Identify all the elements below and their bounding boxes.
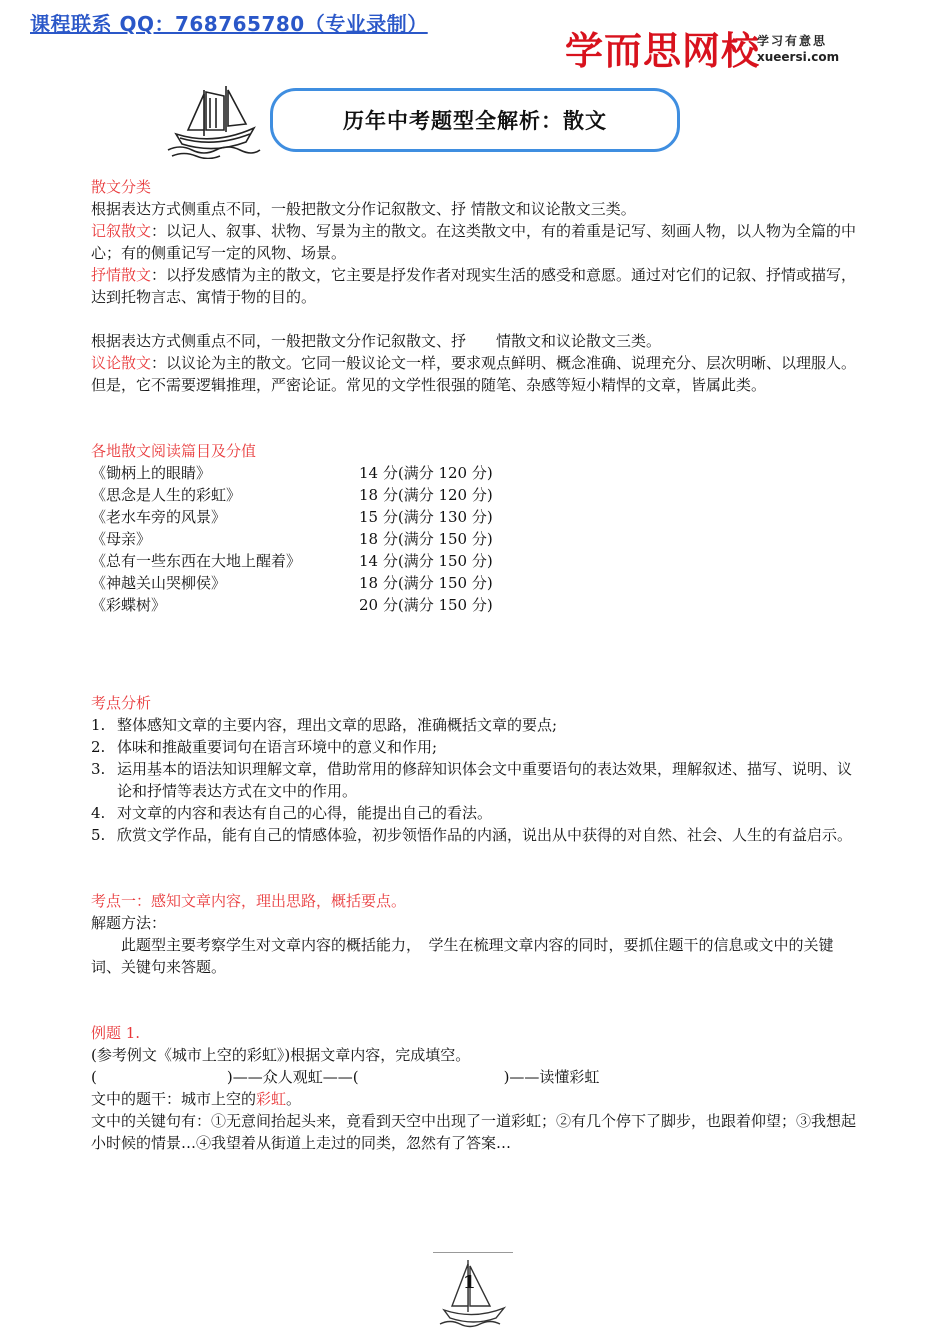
paragraph-lyric	[91, 264, 861, 308]
point-number: 3.	[91, 760, 106, 778]
reading-title: 《思念是人生的彩虹》	[91, 486, 242, 504]
point-text: 整体感知文章的主要内容，理出文章的思路，准确概括文章的要点;	[117, 716, 558, 734]
analysis-list	[91, 714, 861, 846]
label-argument: 议论散文	[91, 354, 152, 372]
reading-score: 14 分(满分 150 分)	[359, 552, 493, 570]
reading-score: 15 分(满分 130 分)	[359, 508, 493, 526]
text-argument: ：以议论为主的散文。它同一般议论文一样，要求观点鲜明、概念准确、说理充分、层次明晰、以理服人。但是，它不需要逻辑推理，严密论证。常见的文学性很强的随笔、杂感等短小精悍的文章，皆属此类。	[91, 354, 857, 394]
list-item	[91, 550, 861, 572]
reading-title: 《老水车旁的风景》	[91, 508, 227, 526]
title-banner	[270, 88, 680, 152]
logo-url: xueersi.com	[757, 50, 840, 64]
stem-highlight: 彩虹	[256, 1090, 287, 1108]
footer-divider	[433, 1252, 513, 1253]
text-lyric: ：以抒发感情为主的散文，它主要是抒发作者对现实生活的感受和意愿。通过对它们的记叙、抒情或描写，达到托物言志、寓情于物的目的。	[91, 266, 857, 306]
list-item	[91, 594, 861, 616]
example-heading: 例题 1.	[91, 1024, 141, 1042]
brand-logo	[565, 20, 865, 73]
paragraph-intro-repeat: 根据表达方式侧重点不同，一般把散文分作记叙散文、抒 情散文和议论散文三类。	[91, 332, 662, 350]
list-item	[91, 572, 861, 594]
key-sentences: 文中的关键句有：①无意间抬起头来，竟看到天空中出现了一道彩虹；②有几个停下了脚步，也跟着仰望；③我想起小时候的情景…④我望着从街道上走过的同类，忽然有了答案…	[91, 1112, 857, 1152]
list-item	[91, 758, 861, 802]
reading-score: 20 分(满分 150 分)	[359, 596, 493, 614]
method-text: 此题型主要考察学生对文章内容的概括能力， 学生在梳理文章内容的同时，要抓住题干的信息或文中的关键词、关键句来答题。	[91, 936, 834, 976]
section-heading-point-one: 考点一：感知文章内容，理出思路，概括要点。	[91, 892, 407, 910]
point-text: 运用基本的语法知识理解文章，借助常用的修辞知识体会文中重要语句的表达效果，理解叙述、描写、说明、议论和抒情等表达方式在文中的作用。	[117, 760, 853, 800]
stem-line	[91, 1088, 861, 1110]
reading-title: 《总有一些东西在大地上醒着》	[91, 552, 302, 570]
reading-list	[91, 462, 861, 616]
example-question: (参考例文《城市上空的彩虹》)根据文章内容，完成填空。	[91, 1046, 471, 1064]
list-item	[91, 506, 861, 528]
reading-score: 14 分(满分 120 分)	[359, 464, 493, 482]
list-item	[91, 736, 861, 758]
page-title: 历年中考题型全解析：散文	[343, 109, 607, 133]
point-number: 2.	[91, 738, 106, 756]
point-text: 体味和推敲重要词句在语言环境中的意义和作用;	[117, 738, 438, 756]
paragraph-argument	[91, 352, 861, 396]
logo-main-text: 学而思网校	[565, 29, 761, 73]
page-number: 1	[463, 1272, 476, 1293]
section-heading-analysis: 考点分析	[91, 694, 152, 712]
text-narrative: ：以记人、叙事、状物、写景为主的散文。在这类散文中，有的着重是记写、刻画人物，以人物为全篇的中心；有的侧重记写一定的风物、场景。	[91, 222, 857, 262]
reading-score: 18 分(满分 150 分)	[359, 574, 493, 592]
blank-end: )——读懂彩虹	[503, 1068, 600, 1086]
list-item	[91, 462, 861, 484]
sailing-ship-icon	[166, 84, 261, 159]
section-heading-reading-list: 各地散文阅读篇目及分值	[91, 442, 257, 460]
point-text: 对文章的内容和表达有自己的心得，能提出自己的看法。	[117, 804, 493, 822]
section-heading-classification: 散文分类	[91, 178, 152, 196]
label-lyric: 抒情散文	[91, 266, 152, 284]
logo-slogan: 学习有意思	[757, 34, 828, 48]
method-label: 解题方法：	[91, 914, 167, 932]
blank-middle: )——众人观虹——(	[226, 1068, 359, 1086]
reading-title: 《锄柄上的眼睛》	[91, 464, 212, 482]
reading-score: 18 分(满分 150 分)	[359, 530, 493, 548]
label-narrative: 记叙散文	[91, 222, 152, 240]
paragraph-narrative	[91, 220, 861, 264]
list-item	[91, 824, 861, 846]
stem-suffix: 。	[286, 1090, 302, 1108]
reading-title: 《彩蝶树》	[91, 596, 167, 614]
contact-link[interactable]: 课程联系 QQ：768765780（专业录制）	[30, 12, 428, 36]
reading-title: 《母亲》	[91, 530, 152, 548]
document-body	[91, 176, 861, 1154]
list-item	[91, 528, 861, 550]
reading-title: 《神越关山哭柳侯》	[91, 574, 227, 592]
fill-in-blank-line	[91, 1066, 861, 1088]
point-number: 4.	[91, 804, 106, 822]
paragraph-intro: 根据表达方式侧重点不同，一般把散文分作记叙散文、抒 情散文和议论散文三类。	[91, 200, 636, 218]
point-number: 5.	[91, 826, 106, 844]
blank-open-1: (	[91, 1068, 97, 1086]
list-item	[91, 802, 861, 824]
stem-prefix: 文中的题干：城市上空的	[91, 1090, 257, 1108]
list-item	[91, 484, 861, 506]
point-text: 欣赏文学作品，能有自己的情感体验，初步领悟作品的内涵，说出从中获得的对自然、社会、人生的有益启示。	[117, 826, 853, 844]
reading-score: 18 分(满分 120 分)	[359, 486, 493, 504]
list-item	[91, 714, 861, 736]
point-number: 1.	[91, 716, 106, 734]
